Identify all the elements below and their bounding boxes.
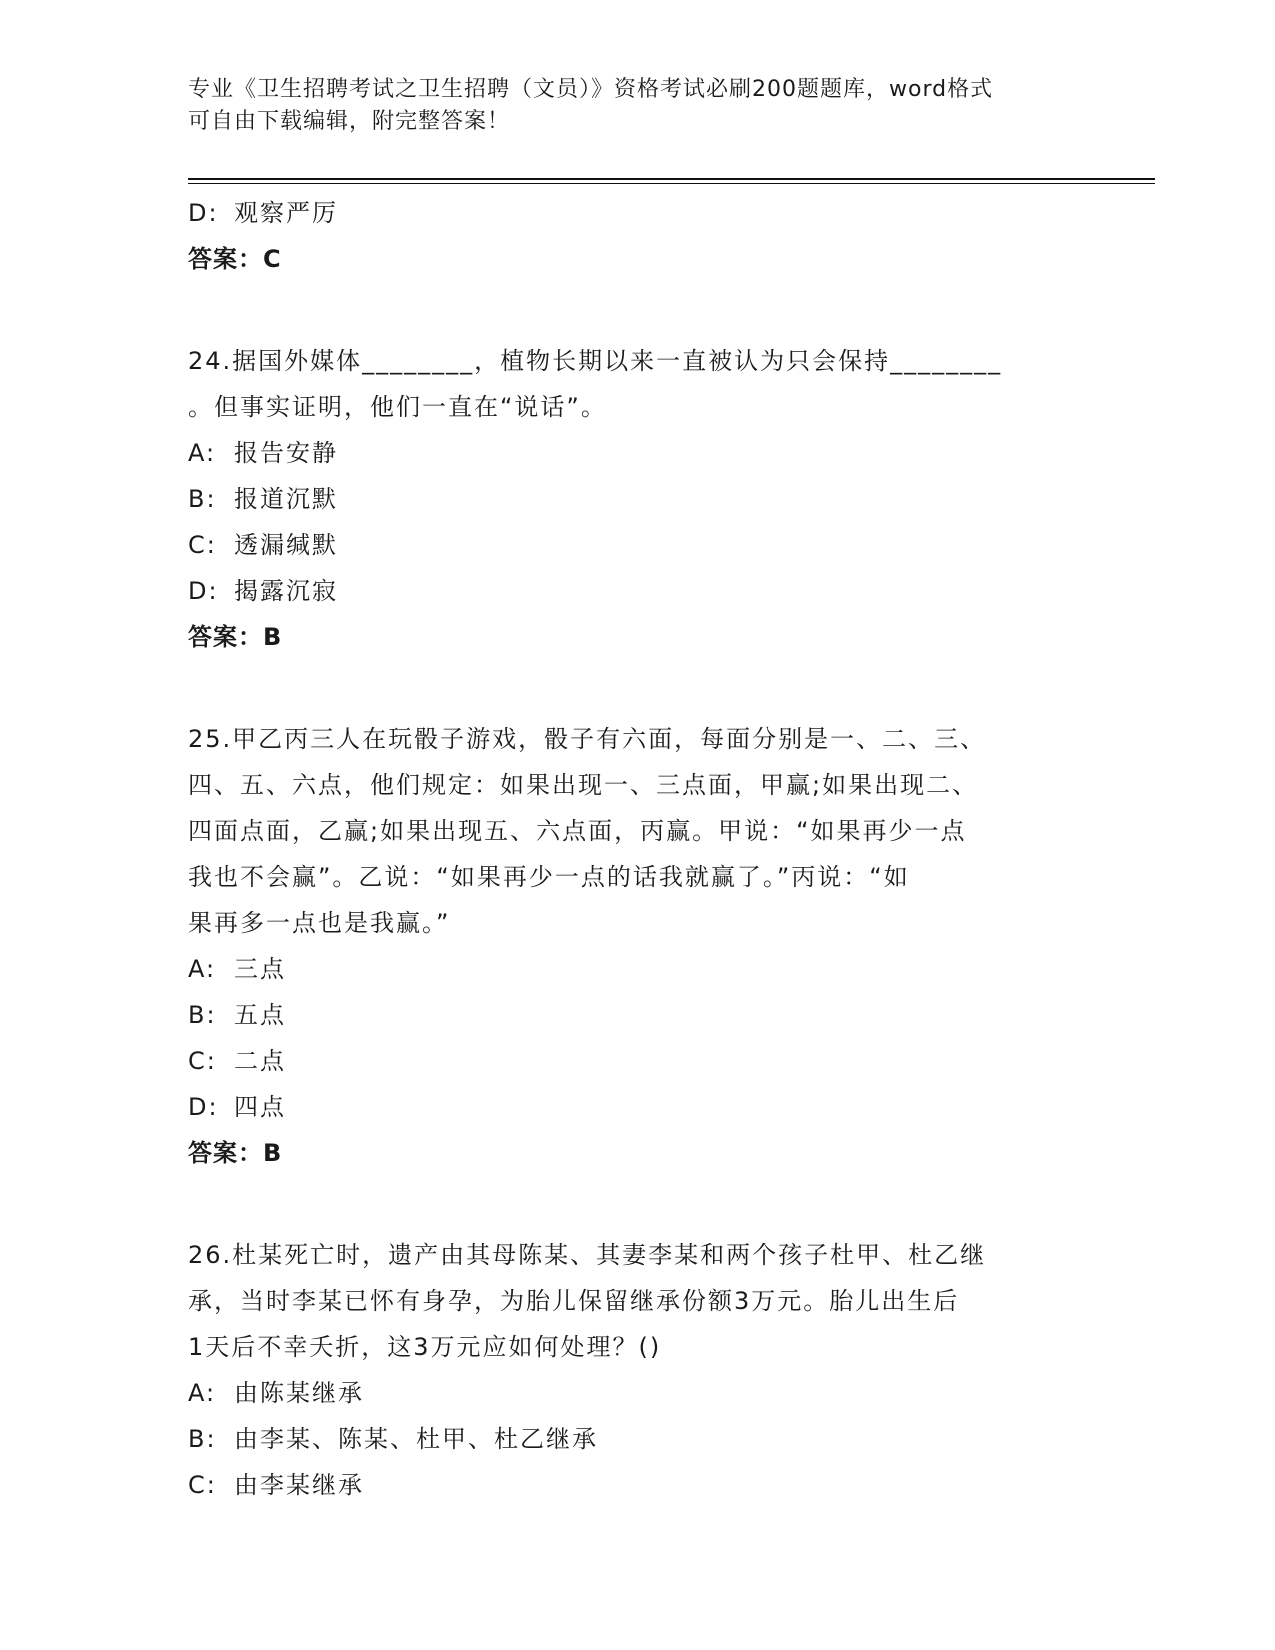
option-text: 四点 <box>234 1093 286 1121</box>
header-rule-thin <box>188 183 1155 184</box>
option-text: 报道沉默 <box>234 485 338 513</box>
option-text: 观察严厉 <box>234 199 338 227</box>
question-text-line: 26.杜某死亡时，遗产由其母陈某、其妻李某和两个孩子杜甲、杜乙继 <box>188 1241 987 1269</box>
question-text-line: 果再多一点也是我赢。” <box>188 909 451 937</box>
question-text-line: 25.甲乙丙三人在玩骰子游戏，骰子有六面，每面分别是一、二、三、 <box>188 725 987 753</box>
question-25 <box>188 716 1088 946</box>
option-label: C: <box>188 1047 217 1075</box>
option-text: 透漏缄默 <box>234 531 338 559</box>
option-label: D: <box>188 199 219 227</box>
option-d <box>188 568 1088 614</box>
answer-line: 答案：B <box>188 623 283 651</box>
option-a <box>188 1370 1088 1416</box>
option-c <box>188 522 1088 568</box>
header-line-2: 可自由下载编辑，附完整答案！ <box>188 109 511 134</box>
document-header <box>188 74 1088 138</box>
option-label: C: <box>188 1471 217 1499</box>
option-text: 报告安静 <box>234 439 338 467</box>
question-text-line: 四、五、六点，他们规定：如果出现一、三点面，甲赢;如果出现二、 <box>188 771 979 799</box>
question-26 <box>188 1232 1088 1370</box>
question-text-line: 四面点面，乙赢;如果出现五、六点面，丙赢。甲说：“如果再少一点 <box>188 817 967 845</box>
document-body <box>188 190 1088 1508</box>
question-text-line: 承，当时李某已怀有身孕，为胎儿保留继承份额3万元。胎儿出生后 <box>188 1287 960 1315</box>
option-c <box>188 1462 1088 1508</box>
option-a <box>188 946 1088 992</box>
answer-line: 答案：C <box>188 245 282 273</box>
option-text: 二点 <box>234 1047 286 1075</box>
option-label: B: <box>188 1001 217 1029</box>
question-24 <box>188 338 1088 430</box>
option-b <box>188 1416 1088 1462</box>
option-d <box>188 190 1088 236</box>
option-label: D: <box>188 1093 219 1121</box>
option-b <box>188 476 1088 522</box>
option-text: 揭露沉寂 <box>234 577 338 605</box>
header-rule-thick <box>188 178 1155 180</box>
question-text-line: 。但事实证明，他们一直在“说话”。 <box>188 393 607 421</box>
option-label: A: <box>188 1379 217 1407</box>
question-text-line: 24.据国外媒体________，植物长期以来一直被认为只会保持________ <box>188 347 1003 375</box>
option-a <box>188 430 1088 476</box>
option-c <box>188 1038 1088 1084</box>
option-text: 由李某继承 <box>234 1471 364 1499</box>
question-text-line: 1天后不幸夭折，这3万元应如何处理？() <box>188 1333 662 1361</box>
option-d <box>188 1084 1088 1130</box>
question-text-line: 我也不会赢”。乙说：“如果再少一点的话我就赢了。”丙说：“如 <box>188 863 910 891</box>
option-text: 由陈某继承 <box>234 1379 364 1407</box>
header-line-1: 专业《卫生招聘考试之卫生招聘（文员）》资格考试必刷200题题库，word格式 <box>188 77 994 102</box>
option-label: D: <box>188 577 219 605</box>
option-text: 由李某、陈某、杜甲、杜乙继承 <box>234 1425 598 1453</box>
option-label: A: <box>188 439 217 467</box>
option-text: 三点 <box>234 955 286 983</box>
option-text: 五点 <box>234 1001 286 1029</box>
option-label: B: <box>188 1425 217 1453</box>
option-label: A: <box>188 955 217 983</box>
option-label: B: <box>188 485 217 513</box>
option-b <box>188 992 1088 1038</box>
answer-line: 答案：B <box>188 1139 283 1167</box>
option-label: C: <box>188 531 217 559</box>
